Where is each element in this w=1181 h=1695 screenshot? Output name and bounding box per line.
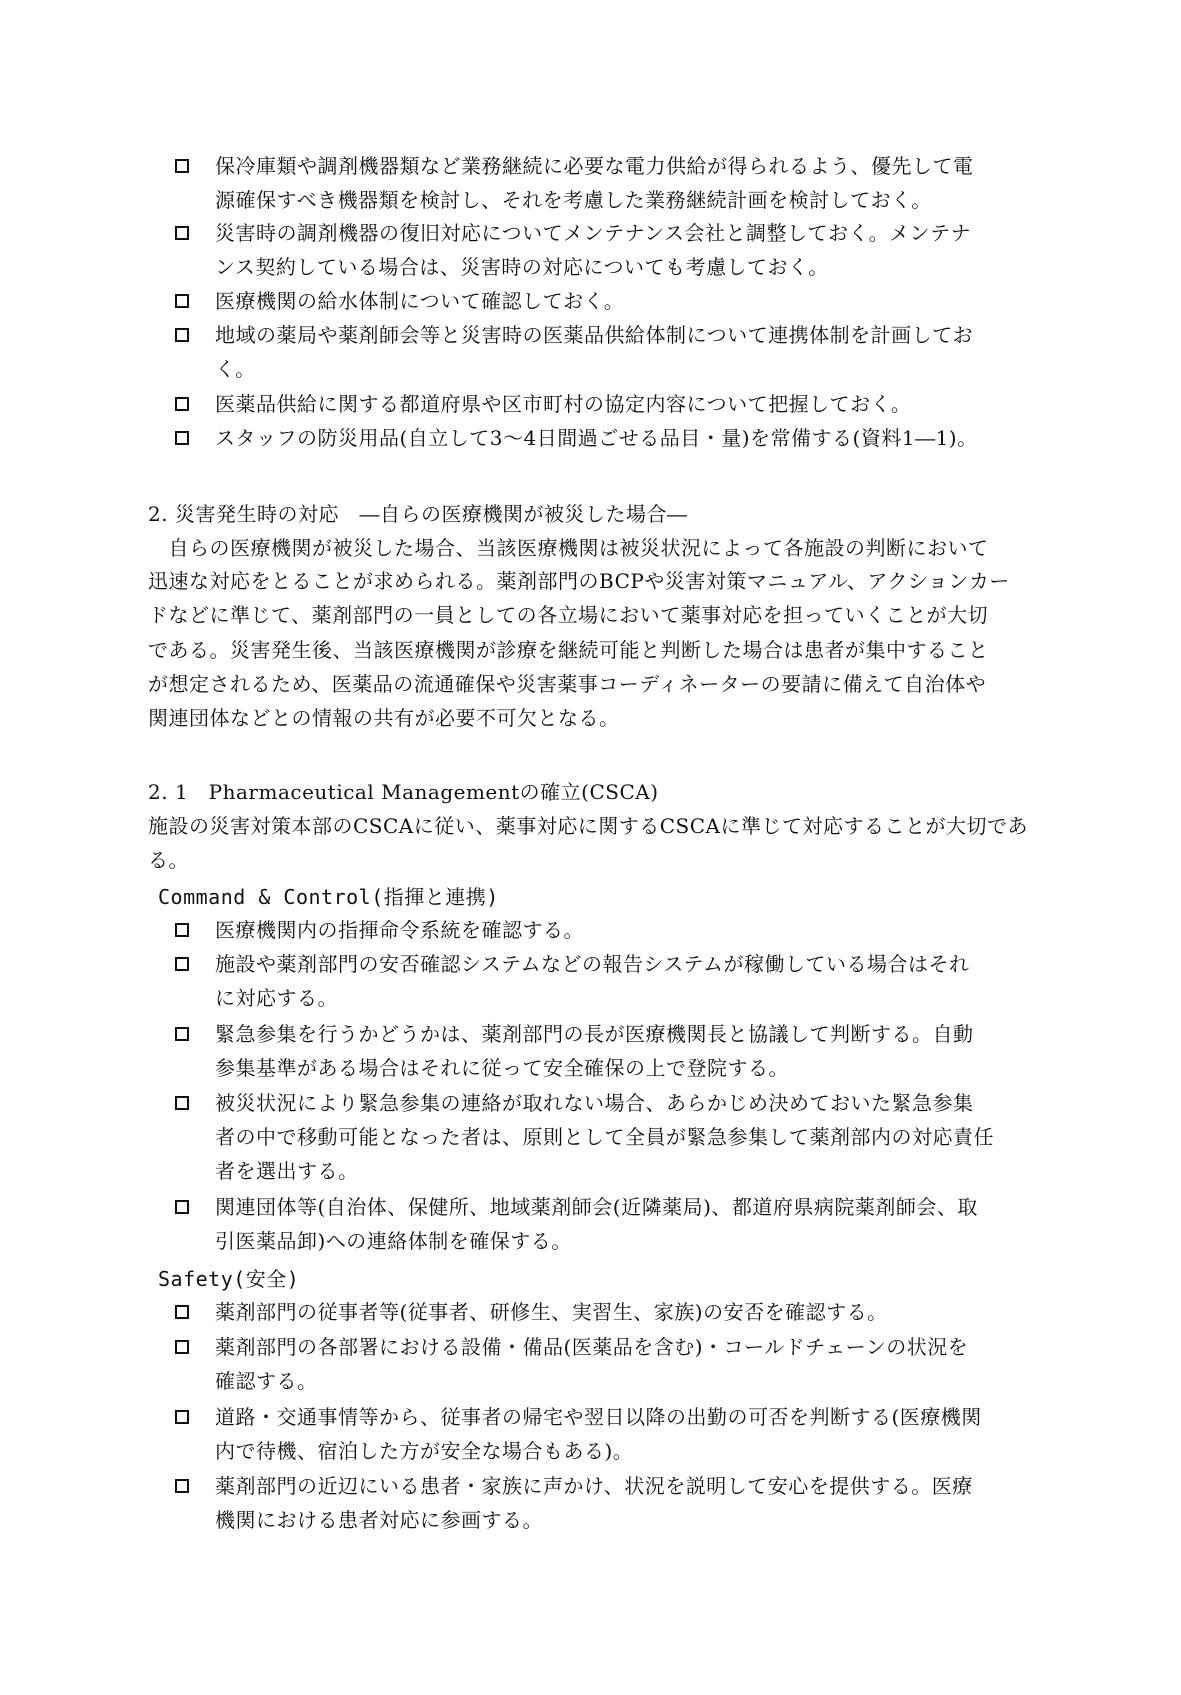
checkbox-icon — [175, 1027, 189, 1041]
command-control-heading: Command & Control(指揮と連携) — [158, 885, 499, 909]
checklist-item-line: 内で待機、宿泊した方が安全な場合もある)。 — [215, 1439, 634, 1463]
checkbox-icon — [175, 397, 189, 411]
section-heading: 2. 災害発生時の対応 ―自らの医療機関が被災した場合― — [148, 502, 688, 526]
checkbox-icon — [175, 1200, 189, 1214]
body-paragraph-line: 関連団体などとの情報の共有が必要不可欠となる。 — [148, 706, 620, 730]
body-paragraph-line: が想定されるため、医薬品の流通確保や災害薬事コーディネーターの要請に備えて自治体や — [148, 672, 987, 696]
checklist-item-line: スタッフの防災用品(自立して3〜4日間過ごせる品目・量)を常備する(資料1―1)。 — [215, 426, 978, 450]
checklist-item-line: 災害時の調剤機器の復旧対応についてメンテナンス会社と調整しておく。メンテナ — [215, 221, 972, 245]
checklist-item-line: 保冷庫類や調剤機器類など業務継続に必要な電力供給が得られるよう、優先して電 — [215, 154, 974, 178]
body-paragraph-line: 自らの医療機関が被災した場合、当該医療機関は被災状況によって各施設の判断において — [148, 536, 989, 560]
checklist-item-line: 機関における患者対応に参画する。 — [215, 1508, 543, 1532]
checkbox-icon — [175, 431, 189, 445]
checkbox-icon — [175, 1410, 189, 1424]
checklist-item-line: 確認する。 — [215, 1369, 318, 1393]
checkbox-icon — [175, 1340, 189, 1354]
checkbox-icon — [175, 1479, 189, 1493]
checklist-item-line: 源確保すべき機器類を検討し、それを考慮した業務継続計画を検討しておく。 — [215, 188, 932, 212]
body-paragraph-line: である。災害発生後、当該医療機関が診療を継続可能と判断した場合は患者が集中すること — [148, 638, 989, 662]
checklist-item-line: 医療機関内の指揮命令系統を確認する。 — [215, 918, 584, 942]
checklist-item-line: 被災状況により緊急参集の連絡が取れない場合、あらかじめ決めておいた緊急参集 — [215, 1091, 974, 1115]
body-paragraph-line: 迅速な対応をとることが求められる。薬剤部門のBCPや災害対策マニュアル、アクションカー — [148, 569, 1010, 593]
checklist-item-line: 薬剤部門の従事者等(従事者、研修生、実習生、家族)の安否を確認する。 — [215, 1300, 888, 1324]
checklist-item-line: 道路・交通事情等から、従事者の帰宅や翌日以降の出勤の可否を判断する(医療機関 — [215, 1405, 982, 1429]
checkbox-icon — [175, 1305, 189, 1319]
checkbox-icon — [175, 328, 189, 342]
safety-heading: Safety(安全) — [158, 1267, 300, 1291]
checkbox-icon — [175, 294, 189, 308]
checkbox-icon — [175, 226, 189, 240]
checklist-item-line: 地域の薬局や薬剤師会等と災害時の医薬品供給体制について連携体制を計画してお — [215, 323, 974, 347]
checklist-item-line: 緊急参集を行うかどうかは、薬剤部門の長が医療機関長と協議して判断する。自動 — [215, 1022, 974, 1046]
checklist-item-line: 引医薬品卸)への連絡体制を確保する。 — [215, 1229, 572, 1253]
checkbox-icon — [175, 957, 189, 971]
checkbox-icon — [175, 159, 189, 173]
checklist-item-line: 医薬品供給に関する都道府県や区市町村の協定内容について把握しておく。 — [215, 392, 912, 416]
checklist-item-line: ンス契約している場合は、災害時の対応についても考慮しておく。 — [215, 255, 829, 279]
checklist-item-line: 薬剤部門の近辺にいる患者・家族に声かけ、状況を説明して安心を提供する。医療 — [215, 1474, 973, 1498]
checklist-item-line: 薬剤部門の各部署における設備・備品(医薬品を含む)・コールドチェーンの状況を — [215, 1335, 969, 1359]
checklist-item-line: く。 — [215, 357, 256, 381]
checklist-item-line: 医療機関の給水体制について確認しておく。 — [215, 289, 625, 313]
subsection-heading: 2. 1 Pharmaceutical Managementの確立(CSCA) — [148, 780, 659, 804]
checklist-item-line: 施設や薬剤部門の安否確認システムなどの報告システムが稼働している場合はそれ — [215, 952, 970, 976]
checklist-item-line: 者の中で移動可能となった者は、原則として全員が緊急参集して薬剤部内の対応責任 — [215, 1125, 994, 1149]
checklist-item-line: に対応する。 — [215, 986, 338, 1010]
body-paragraph-line: 施設の災害対策本部のCSCAに従い、薬事対応に関するCSCAに準じて対応することが大切であ — [148, 814, 1028, 838]
checklist-item-line: 関連団体等(自治体、保健所、地域薬剤師会(近隣薬局)、都道府県病院薬剤師会、取 — [215, 1195, 978, 1219]
checkbox-icon — [175, 923, 189, 937]
checklist-item-line: 参集基準がある場合はそれに従って安全確保の上で登院する。 — [215, 1056, 789, 1080]
checkbox-icon — [175, 1096, 189, 1110]
checklist-item-line: 者を選出する。 — [215, 1159, 359, 1183]
body-paragraph-line: る。 — [148, 848, 189, 872]
body-paragraph-line: ドなどに準じて、薬剤部門の一員としての各立場において薬事対応を担っていくことが大切 — [148, 603, 989, 627]
